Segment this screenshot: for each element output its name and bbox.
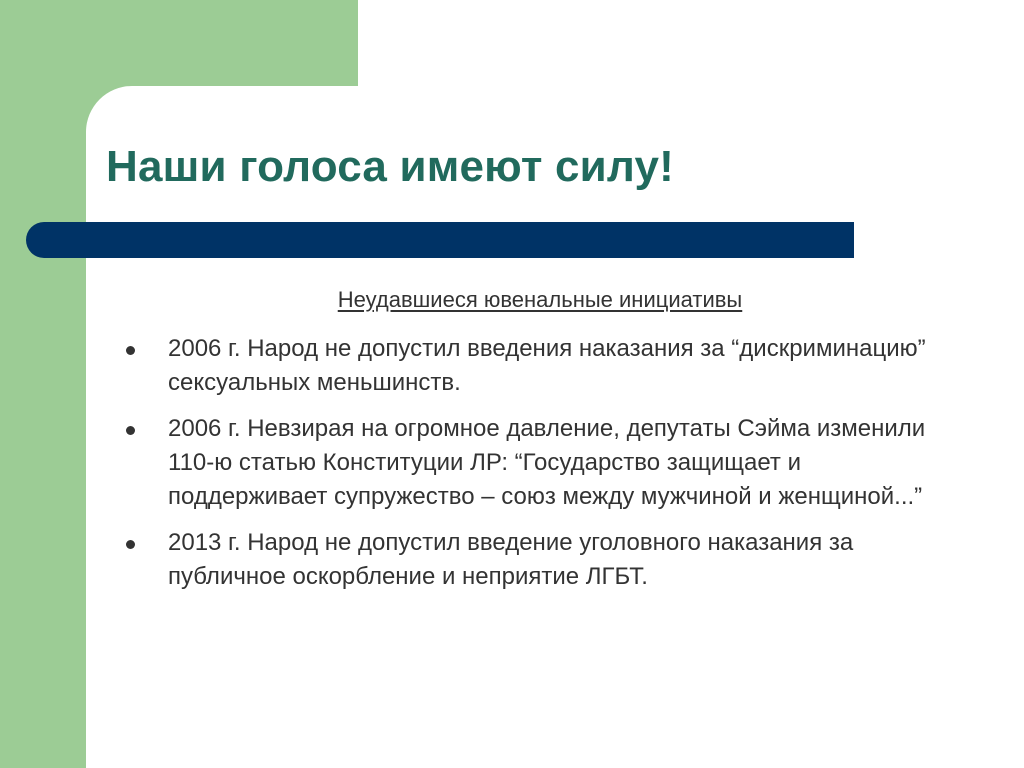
bullet-text: 2013 г. Народ не допустил введение уголовного наказания за публичное оскорбление и неприятие ЛГБТ. bbox=[168, 529, 854, 590]
bullet-point-icon bbox=[126, 346, 135, 355]
title-divider-bar bbox=[26, 222, 854, 258]
list-item bbox=[126, 332, 956, 400]
slide-title: Наши голоса имеют силу! bbox=[106, 142, 675, 191]
bullet-list bbox=[126, 332, 956, 606]
list-item bbox=[126, 526, 956, 594]
bullet-text: 2006 г. Невзирая на огромное давление, депутаты Сэйма изменили 110-ю статью Конституции ЛР: “Государство защищает и поддерживает супружество – союз между мужчиной и женщиной...” bbox=[168, 415, 926, 510]
list-item bbox=[126, 412, 956, 514]
slide-subtitle: Неудавшиеся ювенальные инициативы bbox=[337, 287, 743, 312]
bullet-point-icon bbox=[126, 540, 135, 549]
bullet-point-icon bbox=[126, 426, 135, 435]
bullet-text: 2006 г. Народ не допустил введения наказания за “дискриминацию” сексуальных меньшинств. bbox=[168, 335, 926, 396]
